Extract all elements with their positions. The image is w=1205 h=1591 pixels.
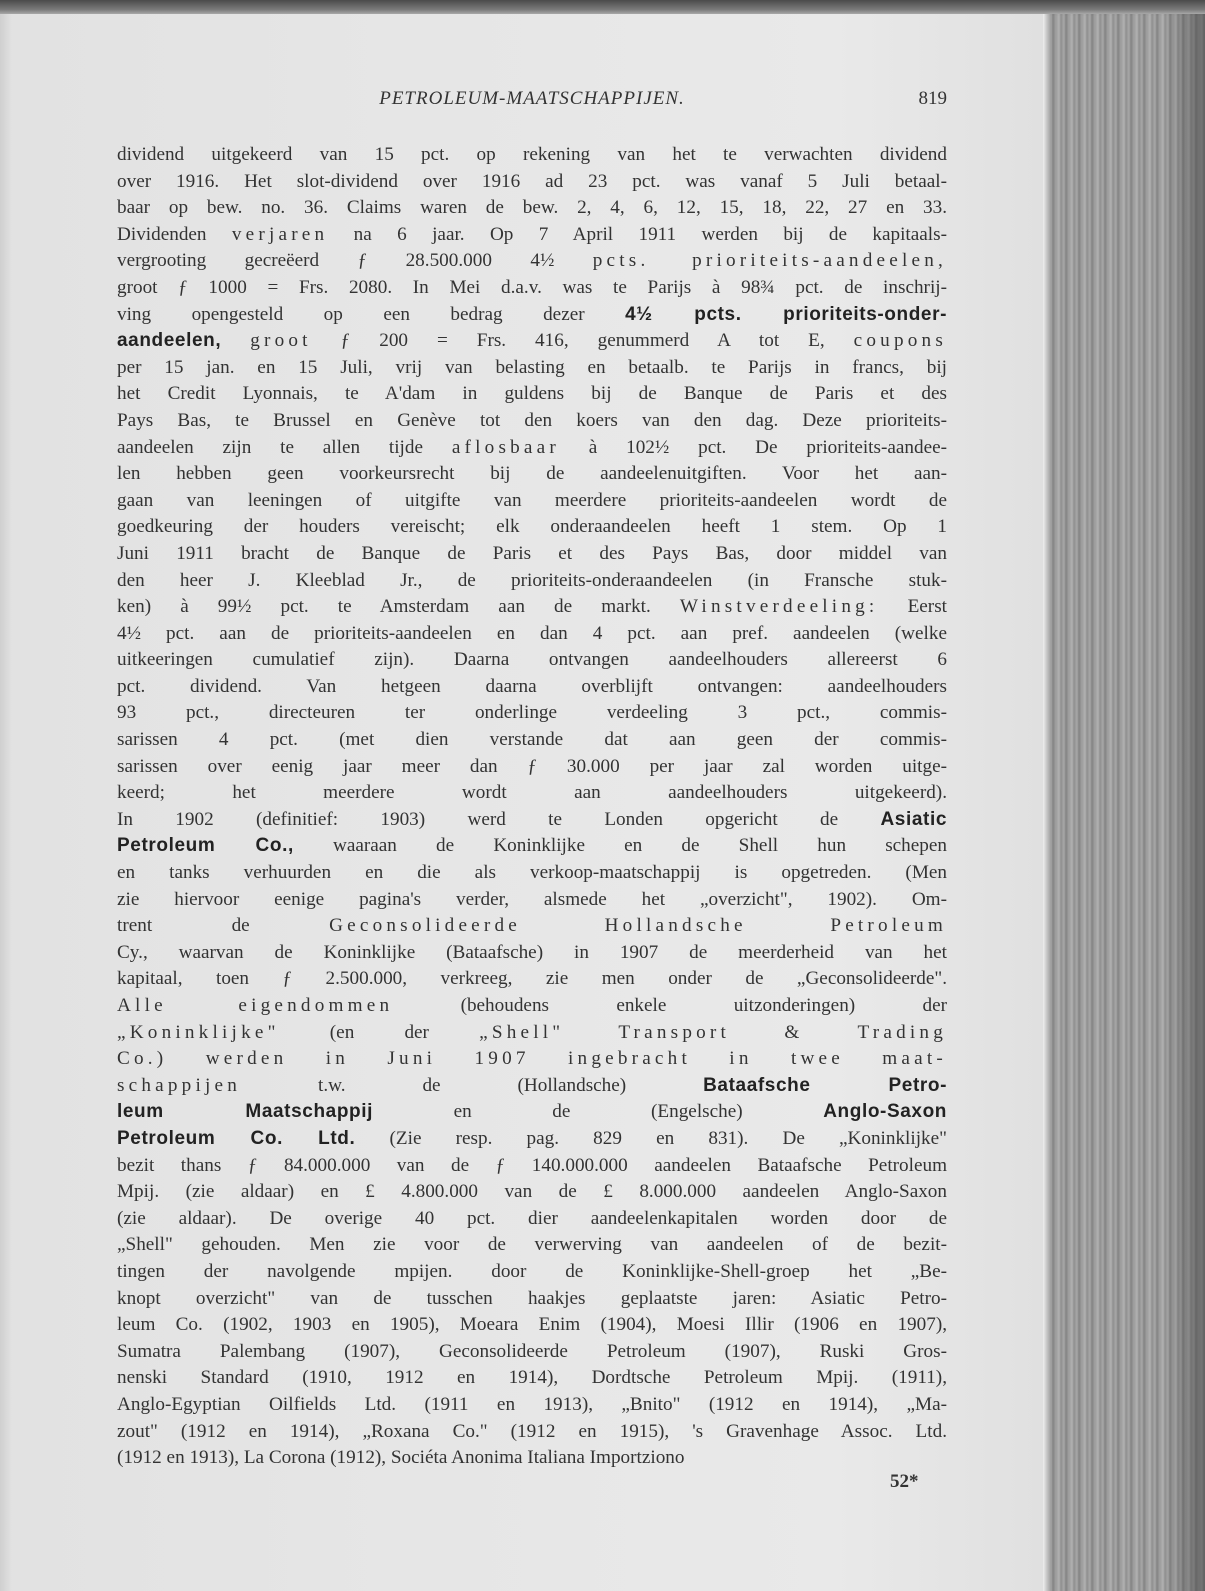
bold-heading-text: Anglo-Saxon: [823, 1101, 947, 1123]
body-text: [117, 142, 947, 1472]
bold-heading-text: Petroleum Co. Ltd.: [117, 1127, 356, 1149]
spaced-emphasis-text: groot: [250, 330, 312, 352]
text-segment: na 6 jaar. Op 7 April 1911 werden bij de kapitaals-: [328, 223, 947, 245]
text-segment: bezit thans ƒ 84.000.000 van de ƒ 140.000.000 aandeelen Bataafsche Petroleum: [117, 1154, 947, 1176]
text-segment: kapitaal, toen ƒ 2.500.000, verkreeg, zie men onder de „Geconsolideerde".: [117, 968, 947, 990]
spaced-emphasis-text: Co.) werden in Juni 1907 ingebracht in twee maat-: [117, 1048, 947, 1070]
text-segment: zie hiervoor eenige pagina's verder, alsmede het „overzicht", 1902). Om-: [117, 888, 947, 910]
text-segment: 4½ pct. aan de prioriteits-aandeelen en dan 4 pct. aan pref. aandeelen (welke: [117, 622, 947, 644]
text-line: [117, 780, 947, 807]
text-line: [117, 1126, 947, 1153]
text-line: [117, 408, 947, 435]
text-segment: (en der: [279, 1021, 480, 1043]
text-segment: trent de: [117, 915, 330, 937]
text-segment: zout" (1912 en 1914), „Roxana Co." (1912 en 1915), 's Gravenhage Assoc. Ltd.: [117, 1420, 947, 1442]
text-segment: groot ƒ 1000 = Frs. 2080. In Mei d.a.v. was te Parijs à 98¾ pct. de inschrij-: [117, 276, 947, 298]
text-segment: aandeelen zijn te allen tijde: [117, 436, 452, 458]
spaced-emphasis-text: Winstverdeeling:: [679, 596, 879, 618]
text-segment: vergrooting gecreëerd ƒ 28.500.000 4½: [117, 250, 593, 272]
text-line: [117, 754, 947, 781]
text-line: [117, 1419, 947, 1446]
text-segment: à 102½ pct. De prioriteits-aandee-: [559, 436, 947, 458]
text-line: [117, 1312, 947, 1339]
spaced-emphasis-text: schappijen: [117, 1074, 242, 1096]
text-segment: (Zie resp. pag. 829 en 831). De „Koninklijke": [355, 1127, 947, 1149]
signature-mark: 52*: [890, 1471, 919, 1492]
text-line: [117, 461, 947, 488]
text-line: [117, 142, 947, 169]
text-segment: baar op bew. no. 36. Claims waren de bew. 2, 4, 6, 12, 15, 18, 22, 27 en 33.: [117, 197, 947, 219]
text-line: [117, 913, 947, 940]
text-segment: pct. dividend. Van hetgeen daarna overblijft ontvangen: aandeelhouders: [117, 675, 947, 697]
running-head: [117, 88, 947, 118]
text-segment: 93 pct., directeuren ter onderlinge verdeeling 3 pct., commis-: [117, 702, 947, 724]
text-segment: den heer J. Kleeblad Jr., de prioriteits-onderaandeelen (in Fransche stuk-: [117, 569, 947, 591]
text-line: [117, 1392, 947, 1419]
text-segment: sarissen 4 pct. (met dien verstande dat aan geen der commis-: [117, 729, 947, 751]
text-segment: [221, 330, 250, 351]
text-segment: Anglo-Egyptian Oilfields Ltd. (1911 en 1913), „Bnito" (1912 en 1914), „Ma-: [117, 1393, 947, 1415]
text-segment: en de (Engelsche): [373, 1101, 824, 1123]
text-segment: Cy., waarvan de Koninklijke (Bataafsche) in 1907 de meerderheid van het: [117, 941, 947, 963]
text-line: [117, 1046, 947, 1073]
text-line: [117, 1153, 947, 1180]
bold-heading-text: Petroleum Co.,: [117, 835, 294, 857]
text-line: [117, 169, 947, 196]
text-line: [117, 248, 947, 275]
bold-heading-text: aandeelen,: [117, 330, 222, 352]
text-segment: Mpij. (zie aldaar) en £ 4.800.000 van de £ 8.000.000 aandeelen Anglo-Saxon: [117, 1181, 947, 1203]
text-segment: leum Co. (1902, 1903 en 1905), Moeara Enim (1904), Moesi Illir (1906 en 1907),: [117, 1314, 947, 1336]
text-segment: Juni 1911 bracht de Banque de Paris et des Pays Bas, door middel van: [117, 542, 947, 564]
text-line: [117, 1339, 947, 1366]
text-line: [117, 594, 947, 621]
text-line: [117, 488, 947, 515]
spaced-emphasis-text: pcts. prioriteits-aandeelen,: [592, 250, 947, 272]
text-segment: „Shell" gehouden. Men zie voor de verwerving van aandeelen of de bezit-: [117, 1234, 947, 1256]
text-line: [117, 1286, 947, 1313]
text-segment: sarissen over eenig jaar meer dan ƒ 30.000 per jaar zal worden uitge-: [117, 755, 947, 777]
text-line: [117, 222, 947, 249]
text-segment: Pays Bas, te Brussel en Genève tot den koers van den dag. Deze prioriteits-: [117, 409, 947, 431]
text-segment: (behoudens enkele uitzonderingen) der: [393, 995, 947, 1016]
text-line: [117, 195, 947, 222]
text-segment: waaraan de Koninklijke en de Shell hun schepen: [293, 835, 947, 857]
page-stack-edge: [1043, 14, 1205, 1591]
spaced-emphasis-text: „Shell" Transport & Trading: [479, 1021, 947, 1043]
spaced-emphasis-text: verjaren: [231, 223, 329, 245]
text-segment: en tanks verhuurden en die als verkoop-maatschappij is opgetreden. (Men: [117, 862, 947, 884]
text-line: [117, 1099, 947, 1126]
text-line: [117, 568, 947, 595]
text-line: [117, 1206, 947, 1233]
text-segment: gaan van leeningen of uitgifte van meerdere prioriteits-aandeelen wordt de: [117, 489, 947, 511]
text-segment: Sumatra Palembang (1907), Geconsolideerde Petroleum (1907), Ruski Gros-: [117, 1340, 947, 1362]
text-line: [117, 966, 947, 993]
bold-heading-text: Bataafsche Petro-: [703, 1074, 947, 1096]
bold-heading-text: Asiatic: [880, 808, 947, 830]
text-line: [117, 381, 947, 408]
text-line: [117, 1179, 947, 1206]
spaced-emphasis-text: Geconsolideerde Hollandsche Petroleum: [329, 915, 947, 937]
spaced-emphasis-text: coupons: [853, 330, 947, 352]
text-line: [117, 807, 947, 834]
text-segment: dividend uitgekeerd van 15 pct. op rekening van het te verwachten dividend: [117, 144, 947, 165]
page-number: 819: [918, 88, 947, 109]
text-segment: per 15 jan. en 15 Juli, vrij van belasting en betaalb. te Parijs in francs, bij: [117, 356, 947, 378]
text-line: [117, 993, 947, 1020]
text-segment: Dividenden: [117, 223, 232, 245]
text-line: [117, 1020, 947, 1047]
text-line: [117, 700, 947, 727]
text-segment: ving opengesteld op een bedrag dezer: [117, 303, 626, 325]
text-segment: (zie aldaar). De overige 40 pct. dier aandeelenkapitalen worden door de: [117, 1207, 947, 1229]
text-segment: t.w. de (Hollandsche): [241, 1074, 704, 1096]
text-line: [117, 514, 947, 541]
text-segment: ƒ 200 = Frs. 416, genummerd A tot E,: [311, 330, 854, 352]
bold-heading-text: 4½ pcts. prioriteits-onder-: [625, 303, 947, 325]
spaced-emphasis-text: Alle eigendommen: [117, 995, 394, 1016]
text-line: [117, 860, 947, 887]
text-segment: goedkeuring der houders vereischt; elk onderaandeelen heeft 1 stem. Op 1: [117, 516, 947, 538]
spaced-emphasis-text: „Koninklijke": [117, 1021, 280, 1043]
text-line: [117, 727, 947, 754]
text-line: [117, 1073, 947, 1100]
text-line: [117, 940, 947, 967]
text-segment: Eerst: [878, 596, 947, 618]
bold-heading-text: leum Maatschappij: [117, 1101, 373, 1123]
text-line: [117, 355, 947, 382]
text-segment: uitkeeringen cumulatief zijn). Daarna ontvangen aandeelhouders allereerst 6: [117, 649, 947, 671]
text-line: [117, 833, 947, 860]
text-segment: nenski Standard (1910, 1912 en 1914), Dordtsche Petroleum Mpij. (1911),: [117, 1367, 947, 1389]
text-segment: ken) à 99½ pct. te Amsterdam aan de markt.: [117, 596, 680, 618]
text-line: [117, 1259, 947, 1286]
text-segment: het Credit Lyonnais, te A'dam in guldens bij de Banque de Paris et des: [117, 383, 947, 405]
text-line: [117, 1365, 947, 1392]
text-segment: tingen der navolgende mpijen. door de Koninklijke-Shell-groep het „Be-: [117, 1260, 947, 1282]
text-line: [117, 435, 947, 462]
text-line: [117, 887, 947, 914]
text-line: [117, 1445, 947, 1472]
text-line: [117, 621, 947, 648]
text-line: [117, 541, 947, 568]
text-line: [117, 328, 947, 355]
spaced-emphasis-text: aflosbaar: [451, 436, 560, 458]
text-segment: over 1916. Het slot-dividend over 1916 ad 23 pct. was vanaf 5 Juli betaal-: [117, 170, 947, 192]
text-segment: In 1902 (definitief: 1903) werd te Londen opgericht de: [117, 808, 881, 830]
text-segment: (1912 en 1913), La Corona (1912), Sociéta Anonima Italiana Importziono: [117, 1447, 685, 1469]
running-title: PETROLEUM-MAATSCHAPPIJEN.: [379, 88, 685, 109]
text-line: [117, 275, 947, 302]
text-line: [117, 674, 947, 701]
text-segment: knopt overzicht" van de tusschen haakjes geplaatste jaren: Asiatic Petro-: [117, 1287, 947, 1309]
text-line: [117, 302, 947, 329]
text-line: [117, 647, 947, 674]
text-segment: keerd; het meerdere wordt aan aandeelhouders uitgekeerd).: [117, 782, 947, 804]
text-line: [117, 1232, 947, 1259]
text-segment: len hebben geen voorkeursrecht bij de aandeelenuitgiften. Voor het aan-: [117, 463, 947, 485]
